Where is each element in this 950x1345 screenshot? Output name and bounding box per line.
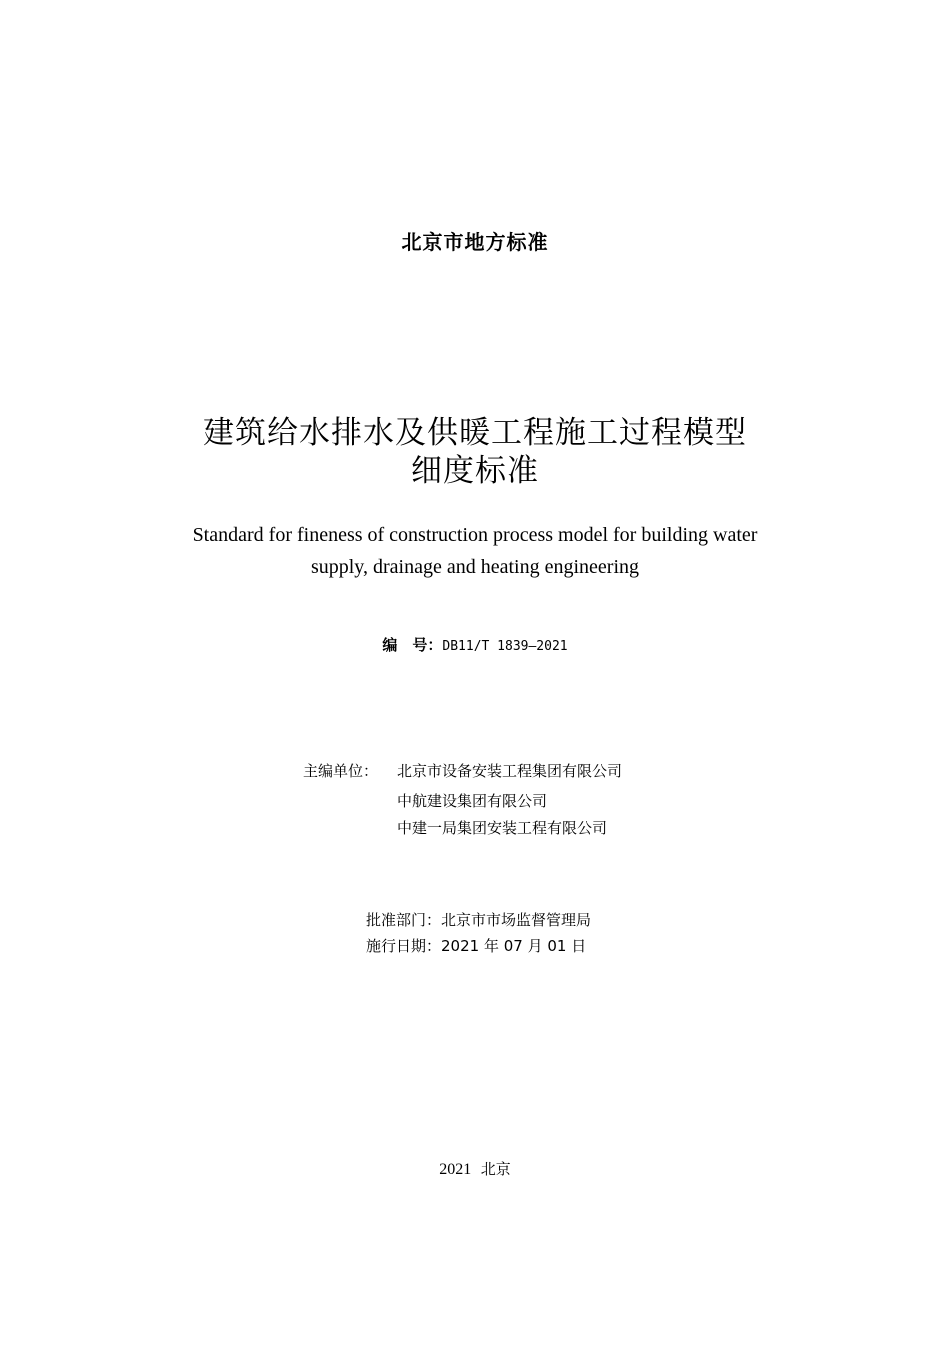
document-title-english <box>0 519 950 583</box>
standard-code-label: 编 号： <box>382 636 443 654</box>
chief-editor-unit: 中建一局集团安装工程有限公司 <box>397 819 608 837</box>
approval-department: 批准部门：北京市市场监督管理局 <box>366 911 592 929</box>
title-cn-line-1: 建筑给水排水及供暖工程施工过程模型 <box>203 415 747 451</box>
chief-editor-unit: 中航建设集团有限公司 <box>397 792 548 810</box>
standard-code-value: DB11/T 1839—2021 <box>442 639 568 654</box>
standard-type-heading: 北京市地方标准 <box>401 230 549 254</box>
chief-editors-label: 主编单位： <box>303 762 379 780</box>
effective-date: 施行日期：2021 年 07 月 01 日 <box>366 937 587 955</box>
document-title-chinese <box>0 414 950 490</box>
publication-city: 北京 <box>480 1160 511 1178</box>
publication-year: 2021 <box>439 1161 472 1178</box>
publication-footer <box>0 1158 950 1179</box>
title-en-line-1: Standard for fineness of construction process model for building water <box>192 524 758 546</box>
title-en-line-2: supply, drainage and heating engineering <box>310 556 640 578</box>
standard-code <box>0 634 950 655</box>
approval-block <box>366 907 591 959</box>
chief-editor-unit: 北京市设备安装工程集团有限公司 <box>397 762 623 780</box>
title-cn-line-2: 细度标准 <box>411 453 539 489</box>
